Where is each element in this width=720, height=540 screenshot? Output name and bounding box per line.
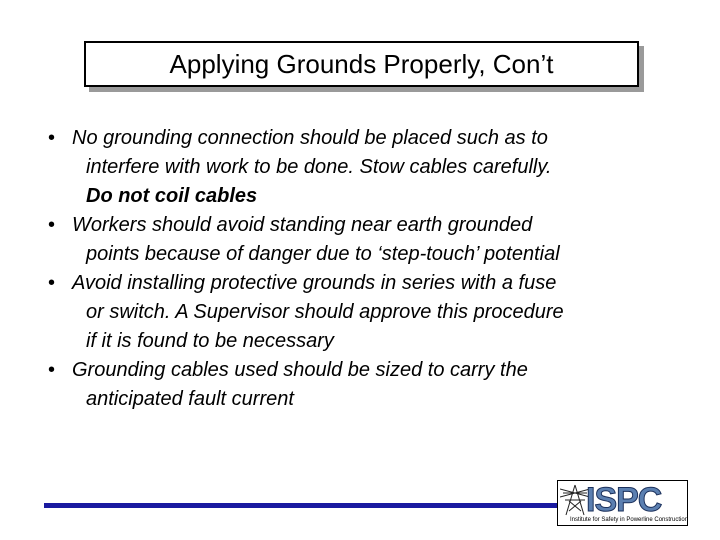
bullet-line: or switch. A Supervisor should approve this procedure bbox=[86, 301, 564, 323]
bullet-line: No grounding connection should be placed such as to bbox=[72, 127, 548, 149]
footer-bar bbox=[44, 503, 558, 508]
page-title: Applying Grounds Properly, Con’t bbox=[169, 48, 554, 79]
bullet-line: Avoid installing protective grounds in series with a fuse bbox=[72, 272, 557, 294]
bullet-item bbox=[48, 356, 688, 414]
title-box bbox=[84, 41, 639, 87]
logo-caption: Institute for Safety in Powerline Construction bbox=[570, 517, 689, 523]
ispc-logo bbox=[557, 480, 688, 526]
bullet-line: interfere with work to be done. Stow cables carefully. bbox=[86, 156, 552, 178]
bullet-line: if it is found to be necessary bbox=[86, 330, 334, 352]
bullet-item bbox=[48, 124, 688, 211]
bullet-list bbox=[48, 124, 688, 414]
bullet-line: points because of danger due to ‘step-touch’ potential bbox=[86, 243, 560, 265]
bullet-line: Do not coil cables bbox=[86, 185, 258, 207]
bullet-line: Grounding cables used should be sized to carry the bbox=[72, 359, 528, 381]
bullet-item bbox=[48, 269, 688, 356]
bullet-line: Workers should avoid standing near earth grounded bbox=[72, 214, 533, 236]
bullet-glyph: • bbox=[48, 214, 56, 236]
bullet-item bbox=[48, 211, 688, 269]
bullet-glyph: • bbox=[48, 359, 56, 381]
bullet-glyph: • bbox=[48, 127, 56, 149]
logo-letters: ISPC bbox=[586, 481, 662, 519]
bullet-line: anticipated fault current bbox=[86, 388, 294, 410]
bullet-glyph: • bbox=[48, 272, 56, 294]
